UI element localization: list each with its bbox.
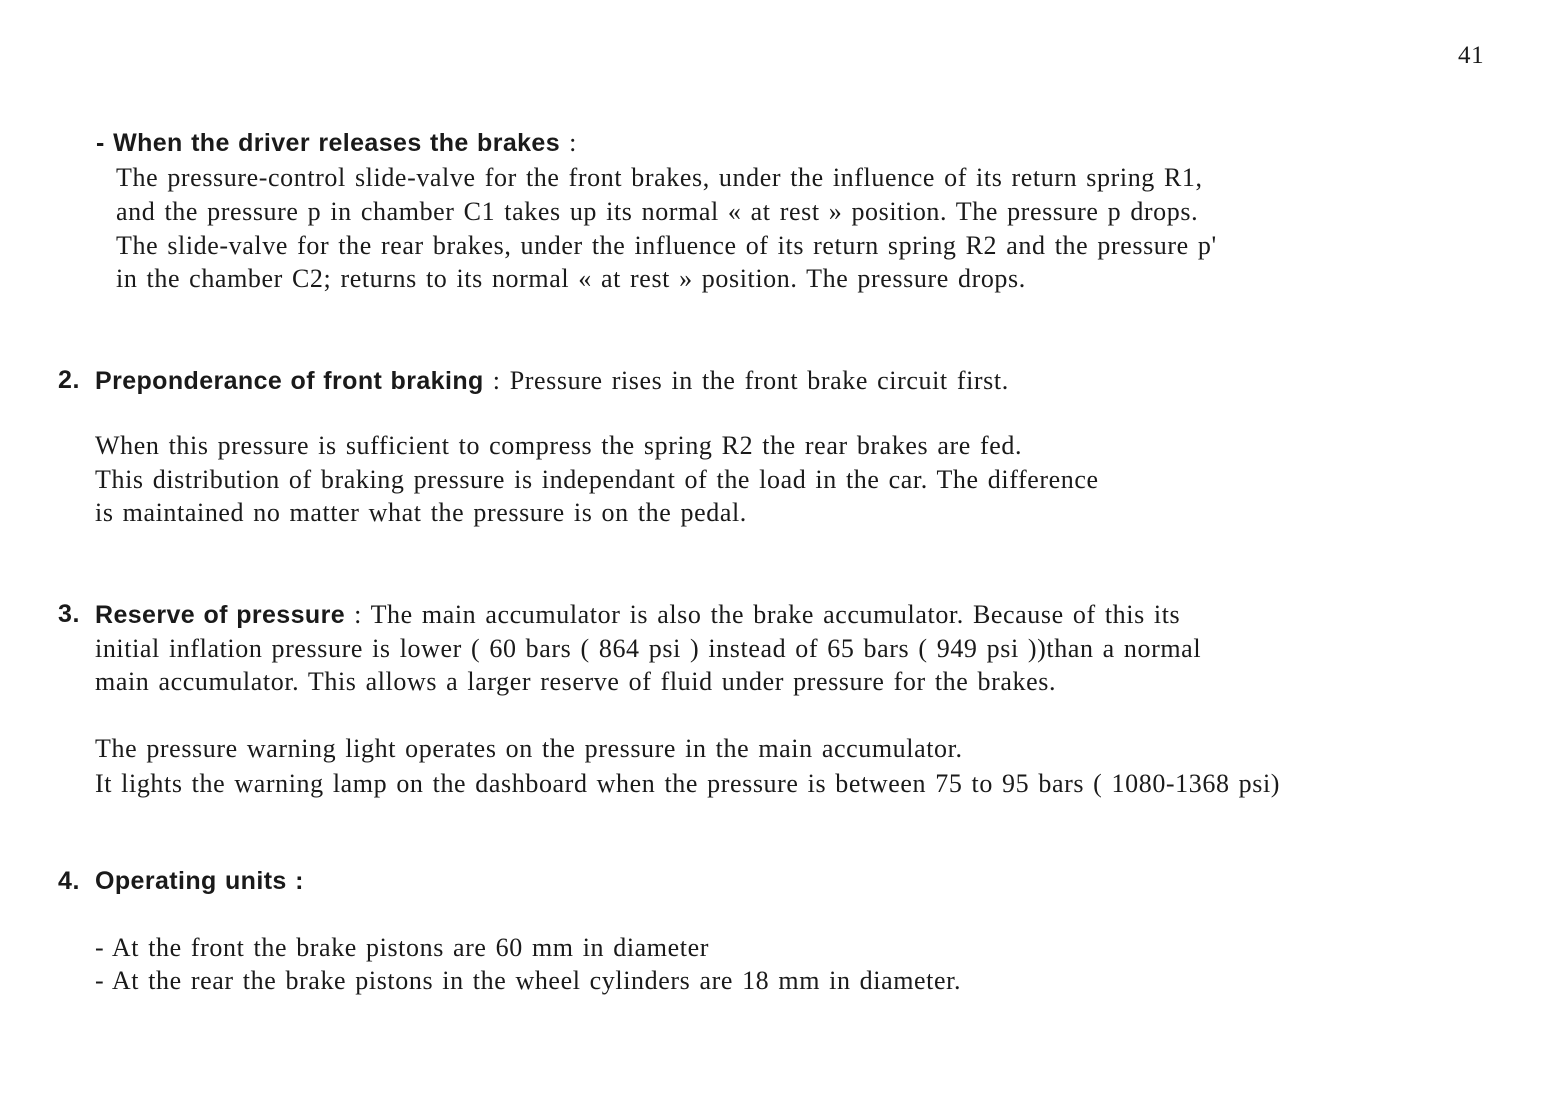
release-line-1: The pressure-control slide-valve for the front brakes, under the influence of its return spring R1,: [116, 163, 1203, 192]
release-heading-line: [96, 126, 577, 160]
section-3-line-2: main accumulator. This allows a larger reserve of fluid under pressure for the brakes.: [95, 667, 1057, 696]
section-3-number: 3.: [58, 600, 81, 628]
section-2-line-2: This distribution of braking pressure is independant of the load in the car. The difference: [95, 465, 1099, 494]
section-2-line-3: is maintained no matter what the pressure is on the pedal.: [95, 498, 747, 527]
section-4-item-1: - At the front the brake pistons are 60 mm in diameter: [95, 933, 709, 962]
section-3-heading: Reserve of pressure: [95, 601, 346, 629]
section-4-item-2: - At the rear the brake pistons in the wheel cylinders are 18 mm in diameter.: [95, 966, 962, 995]
section-2-line-1: When this pressure is sufficient to compress the spring R2 the rear brakes are fed.: [95, 431, 1023, 460]
release-line-3: The slide-valve for the rear brakes, under the influence of its return spring R2 and the pressure p': [116, 231, 1217, 260]
release-line-4: in the chamber C2; returns to its normal « at rest » position. The pressure drops.: [116, 264, 1026, 293]
section-3-heading-line: [95, 598, 1180, 632]
section-2-heading: Preponderance of front braking: [95, 367, 484, 395]
section-4-number: 4.: [58, 867, 81, 895]
section-3-line-4: It lights the warning lamp on the dashboard when the pressure is between 75 to 95 bars ( 1080-1368 psi): [95, 769, 1281, 798]
release-bullet: -: [96, 129, 114, 157]
section-2-heading-line: [95, 364, 1009, 398]
page-number: 41: [1458, 42, 1485, 69]
release-line-2: and the pressure p in chamber C1 takes up its normal « at rest » position. The pressure p drops.: [116, 197, 1199, 226]
section-4-heading: Operating units :: [95, 867, 304, 895]
section-3-line-3: The pressure warning light operates on the pressure in the main accumulator.: [95, 734, 963, 763]
release-heading: When the driver releases the brakes: [113, 129, 561, 157]
section-2-heading-tail: : Pressure rises in the front brake circuit first.: [483, 366, 1009, 395]
release-heading-suffix: :: [560, 128, 577, 157]
section-2-number: 2.: [58, 366, 81, 394]
section-3-heading-tail: : The main accumulator is also the brake accumulator. Because of this its: [345, 600, 1181, 629]
section-3-line-1: initial inflation pressure is lower ( 60 bars ( 864 psi ) instead of 65 bars ( 949 psi ))than a normal: [95, 634, 1202, 663]
